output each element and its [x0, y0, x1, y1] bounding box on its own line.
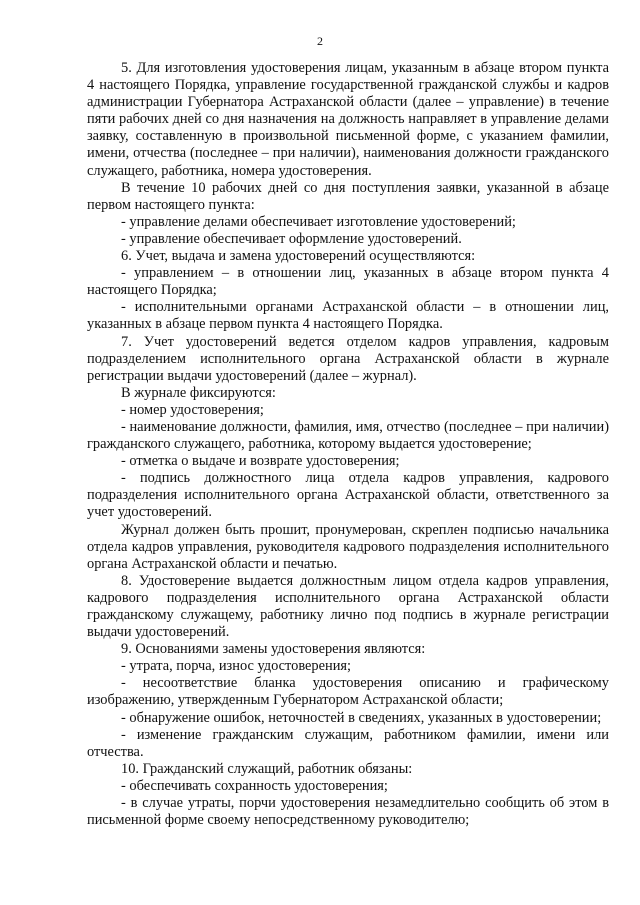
paragraph-7-journal: В журнале фиксируются: — [121, 384, 276, 401]
list-item: - обеспечивать сохранность удостоверения; — [121, 777, 388, 794]
list-item: - подпись должностного лица отдела кадров управления, кадрового подразделения исполнительного органа Астраханской области, ответственного за учет удостоверений. — [87, 470, 609, 521]
paragraph-5: 5. Для изготовления удостоверения лицам, указанным в абзаце втором пункта 4 настоящего Порядка, управление государственной гражданской службы и кадров администрации Губернатора Астраханской области (далее – управление) в течение пяти рабочих дней со дня назначения на должность направляет в управление делами заявку, составленную в произвольной письменной форме, с указанием фамилии, имени, отчества (последнее – при наличии), наименования должности гражданского служащего, работника, номера удостоверения. — [87, 60, 609, 179]
list-item: - в случае утраты, порчи удостоверения незамедлительно сообщить об этом в письменной форме своему непосредственному руководителю; — [87, 795, 609, 829]
paragraph-7-binding: Журнал должен быть прошит, пронумерован, скреплен подписью начальника отдела кадров управления, руководителя кадрового подразделения исполнительного органа Астраханской области и печатью. — [87, 521, 609, 572]
paragraph-5-term: В течение 10 рабочих дней со дня поступления заявки, указанной в абзаце первом настоящего пункта: — [87, 179, 609, 213]
paragraph-8: 8. Удостоверение выдается должностным лицом отдела кадров управления, кадрового подразделения исполнительного органа Астраханской области гражданскому служащему, работнику лично под подпись в журнале регистрации выдачи удостоверений. — [87, 572, 609, 641]
list-item: - номер удостоверения; — [121, 401, 264, 418]
list-item: - несоответствие бланка удостоверения описанию и графическому изображению, утвержденным Губернатором Астраханской области; — [87, 675, 609, 709]
paragraph-10: 10. Гражданский служащий, работник обязаны: — [121, 760, 413, 777]
paragraph-7: 7. Учет удостоверений ведется отделом кадров управления, кадровым подразделением исполнительного органа Астраханской области в журнале регистрации выдачи удостоверений (далее – журнал). — [87, 333, 609, 384]
paragraph-6: 6. Учет, выдача и замена удостоверений осуществляются: — [121, 248, 476, 265]
page-number: 2 — [317, 34, 323, 48]
list-item: - обнаружение ошибок, неточностей в сведениях, указанных в удостоверении; — [121, 709, 602, 726]
document-body — [87, 60, 609, 829]
list-item: - утрата, порча, износ удостоверения; — [121, 658, 352, 675]
list-item: - управлением – в отношении лиц, указанных в абзаце втором пункта 4 настоящего Порядка; — [87, 265, 609, 299]
list-item: - изменение гражданским служащим, работником фамилии, имени или отчества. — [87, 726, 609, 760]
list-item: - наименование должности, фамилия, имя, отчество (последнее – при наличии) гражданского служащего, работника, которому выдается удостоверение; — [87, 418, 609, 453]
paragraph-9: 9. Основаниями замены удостоверения являются: — [121, 641, 426, 658]
list-item: - отметка о выдаче и возврате удостоверения; — [121, 453, 400, 470]
list-item: - управление обеспечивает оформление удостоверений. — [121, 230, 462, 247]
list-item: - управление делами обеспечивает изготовление удостоверений; — [121, 213, 516, 230]
list-item: - исполнительными органами Астраханской области – в отношении лиц, указанных в абзаце первом пункта 4 настоящего Порядка. — [87, 299, 609, 333]
